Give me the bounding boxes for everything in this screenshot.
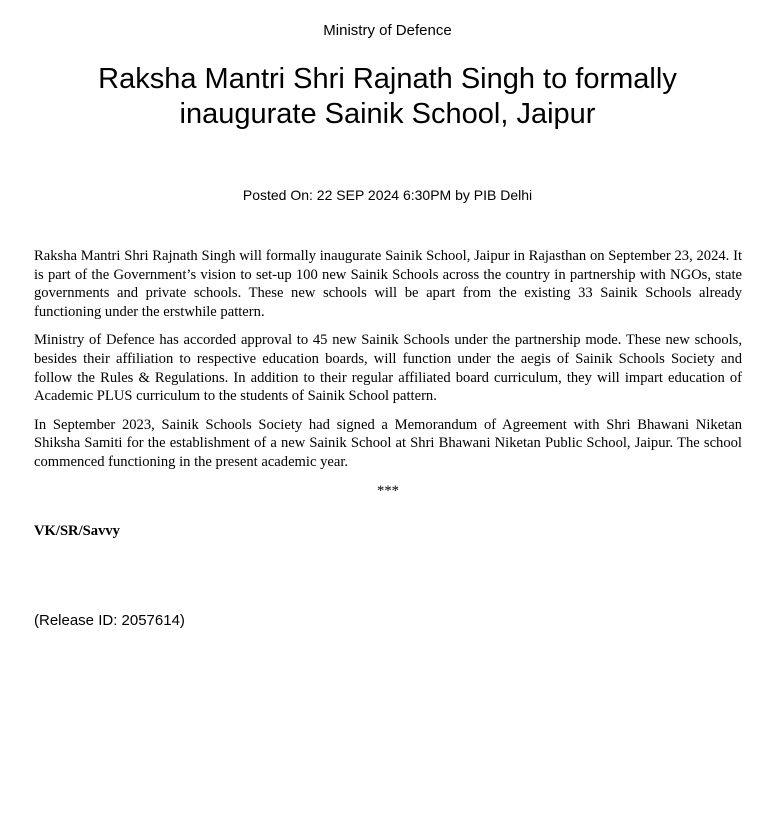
ministry-name: Ministry of Defence — [323, 22, 452, 39]
section-separator: *** — [377, 482, 399, 499]
body-paragraph: In September 2023, Sainik Schools Society had signed a Memorandum of Agreement with Shri Bhawani Niketan Shiksha Samiti for the establishment of a new Sainik School at Shri Bhawani Niketan Public School, Jaipur. The school commenced functioning in the present academic year. — [34, 416, 742, 470]
posted-on-line: Posted On: 22 SEP 2024 6:30PM by PIB Delhi — [242, 187, 533, 203]
release-id: (Release ID: 2057614) — [34, 612, 185, 629]
body-paragraph: Ministry of Defence has accorded approval to 45 new Sainik Schools under the partnership mode. These new schools, besides their affiliation to respective education boards, will function under the aegis of Sainik Schools Society and follow the Rules & Regulations. In addition to their regular affiliated board curriculum, they will impart education of Academic PLUS curriculum to the students of Sainik School pattern. — [34, 332, 742, 405]
page-title: Raksha Mantri Shri Rajnath Singh to formally inaugurate Sainik School, Jaipur — [98, 63, 677, 130]
press-release-body — [34, 247, 742, 500]
body-paragraph: Raksha Mantri Shri Rajnath Singh will formally inaugurate Sainik School, Jaipur in Rajasthan on September 23, 2024. It is part of the Government’s vision to set-up 100 new Sainik Schools across the country in partnership with NGOs, state governments and private schools. These new schools will be apart from the existing 33 Sainik Schools already functioning under the erstwhile pattern. — [34, 248, 742, 320]
author-signoff: VK/SR/Savvy — [34, 523, 120, 539]
